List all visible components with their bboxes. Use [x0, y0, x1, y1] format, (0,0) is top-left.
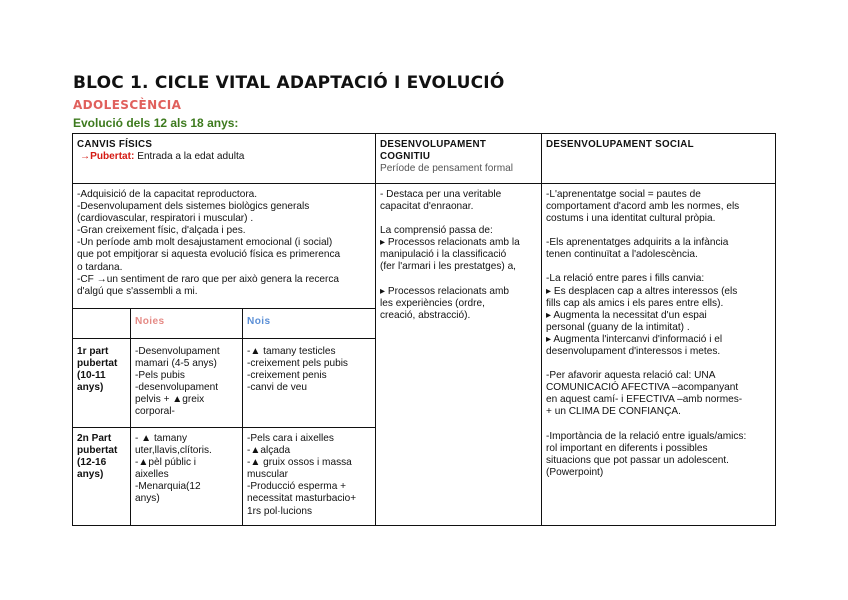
list-item: mamari (4-5 anys) [135, 358, 217, 370]
header-title: CANVIS FÍSICS [77, 139, 153, 150]
pubertat-label: Pubertat: [90, 151, 135, 163]
noies-header [131, 314, 242, 336]
table-border-top [72, 133, 776, 134]
list-item: -Pels pubis [135, 370, 185, 382]
list-item: + un CLIMA DE CONFIANÇA. [546, 406, 681, 418]
list-item: d'algú que s'assembli a mi. [77, 285, 198, 297]
noies-label: Noies [135, 316, 165, 327]
list-item: o tardana. [77, 261, 123, 273]
spacer [380, 213, 537, 225]
header-subtitle: Període de pensament formal [380, 163, 513, 175]
list-item: -Un període amb molt desajustament emocional (i social) [77, 237, 333, 249]
row-label-line: 2n Part [77, 433, 112, 444]
list-item: -Importància de la relació entre iguals/amics: [546, 430, 747, 442]
row-label-1r-part [73, 344, 130, 426]
list-item: -creixement penis [247, 370, 327, 382]
list-item: - Destaca per una veritable [380, 189, 502, 200]
list-item: aixelles [135, 469, 169, 481]
header-title-line-1: DESENVOLUPAMENT [380, 139, 487, 150]
list-item: -Desenvolupament [135, 346, 220, 357]
list-item: -Producció esperma + [247, 481, 347, 493]
list-item: -▲ tamany testicles [247, 346, 336, 357]
list-item: rol important en diferents i possibles [546, 442, 708, 454]
nois-header [243, 314, 375, 336]
header-title: DESENVOLUPAMENT SOCIAL [546, 139, 694, 150]
row-label-line: 1r part [77, 346, 109, 357]
social-body [542, 187, 775, 525]
table-header-divider [72, 183, 776, 184]
list-item: fills cap als amics i els pares entre ells). [546, 297, 724, 309]
row2-nois-cell [243, 431, 375, 525]
list-item: La comprensió passa de: [380, 225, 493, 237]
row1-nois-cell [243, 344, 375, 426]
header-desenvolupament-cognitiu [376, 137, 541, 183]
list-item: -creixement pels pubis [247, 358, 348, 370]
header-title-line-2: COGNITIU [380, 151, 431, 163]
arrow-right-icon: → [80, 151, 91, 163]
list-item: -desenvolupament [135, 382, 219, 394]
document-title: BLOC 1. CICLE VITAL ADAPTACIÓ I EVOLUCIÓ [73, 73, 505, 93]
list-item: ▸ Es desplacen cap a altres interessos (els [546, 285, 738, 297]
list-item: que pot empitjorar si aquesta evolució física es primerenca [77, 249, 341, 261]
list-item: -Adquisició de la capacitat reproductora. [77, 189, 258, 200]
list-item: -Pels cara i aixelles [247, 433, 334, 444]
list-item: ▸ Augmenta l'intercanvi d'informació i el [546, 333, 723, 345]
list-item: (Powerpoint) [546, 466, 604, 478]
document-subtitle: ADOLESCÈNCIA [73, 98, 182, 112]
row2-noies-cell [131, 431, 242, 525]
list-item: les experiències (ordre, [380, 297, 485, 309]
list-item: necessitat masturbacio+ [247, 493, 357, 505]
list-item: -▲ gruix ossos i massa [247, 457, 352, 469]
row1-noies-cell [131, 344, 242, 426]
canvis-fisics-body [73, 187, 375, 308]
list-item: -Desenvolupament dels sistemes biològics generals [77, 201, 310, 213]
pubertat-line [77, 151, 371, 163]
row-label-line: anys) [77, 382, 104, 394]
header-desenvolupament-social [542, 137, 775, 183]
list-item: situacions que pot passar un adolescent. [546, 454, 729, 466]
list-item: corporal- [135, 406, 175, 418]
list-item: - ▲ tamany [135, 433, 188, 444]
nois-label: Nois [247, 316, 271, 327]
list-item: ▸ Augmenta la necessitat d'un espai [546, 309, 707, 321]
list-item: pelvis + ▲greix [135, 394, 205, 406]
list-item: -Els aprenentatges adquirits a la infància [546, 237, 729, 249]
spacer [546, 358, 771, 370]
spacer [380, 274, 537, 286]
list-item: anys) [135, 493, 160, 505]
row-label-line: anys) [77, 469, 104, 481]
list-item: -La relació entre pares i fills canvia: [546, 273, 705, 285]
list-item: -▲alçada [247, 445, 291, 457]
list-item: 1rs pol·lucions [247, 505, 313, 517]
list-item: -canvi de veu [247, 382, 308, 394]
list-item: comportament d'acord amb les normes, els [546, 201, 740, 213]
subtable-header-line [72, 338, 375, 339]
row-label-line: pubertat [77, 445, 118, 457]
list-item: -Menarquia(12 [135, 481, 201, 493]
spacer [546, 261, 771, 273]
cognitiu-body [376, 187, 541, 525]
list-item: manipulació i la classificació [380, 249, 507, 261]
subtable-row-line [72, 427, 375, 428]
row-label-2n-part [73, 431, 130, 525]
header-canvis-fisics [73, 137, 375, 183]
list-item: personal (guany de la intimitat) . [546, 321, 690, 333]
list-item: creació, abstracció). [380, 309, 471, 321]
list-item: tenen continuïtat a l'adolescència. [546, 249, 698, 261]
list-item: -Per afavorir aquesta relació cal: UNA [546, 370, 716, 382]
list-item: -Gran creixement físic, d'alçada i pes. [77, 225, 246, 237]
list-item: -CF →un sentiment de raro que per això genera la recerca [77, 273, 340, 285]
spacer [546, 225, 771, 237]
list-item: costums i una identitat cultural pròpia. [546, 213, 716, 225]
list-item: (cardiovascular, respiratori i muscular) . [77, 213, 254, 225]
list-item: -L'aprenentatge social = pautes de [546, 189, 701, 200]
row-label-line: (12-16 [77, 457, 107, 469]
list-item: en aquest camí- i EFECTIVA –amb normes- [546, 394, 743, 406]
list-item: desenvolupament d'interessos i metes. [546, 346, 721, 358]
list-item: (fer l'armari i les prestatges) a, [380, 261, 516, 273]
row-label-line: (10-11 [77, 370, 106, 382]
list-item: muscular [247, 469, 288, 481]
list-item: ▸ Processos relacionats amb la [380, 237, 520, 249]
table-border-right [775, 133, 776, 526]
spacer [546, 419, 771, 431]
list-item: capacitat d'enraonar. [380, 201, 474, 213]
list-item: -▲pèl públic i [135, 457, 197, 469]
list-item: ▸ Processos relacionats amb [380, 285, 510, 297]
list-item: COMUNICACIÓ AFECTIVA –acompanyant [546, 382, 739, 394]
row-label-line: pubertat [77, 358, 118, 370]
subtable-top-line [72, 308, 375, 309]
list-item: uter,llavis,clítoris. [135, 445, 212, 457]
pubertat-text: Entrada a la edat adulta [134, 151, 245, 163]
table-border-bottom [72, 525, 776, 526]
section-heading: Evolució dels 12 als 18 anys: [73, 116, 239, 130]
